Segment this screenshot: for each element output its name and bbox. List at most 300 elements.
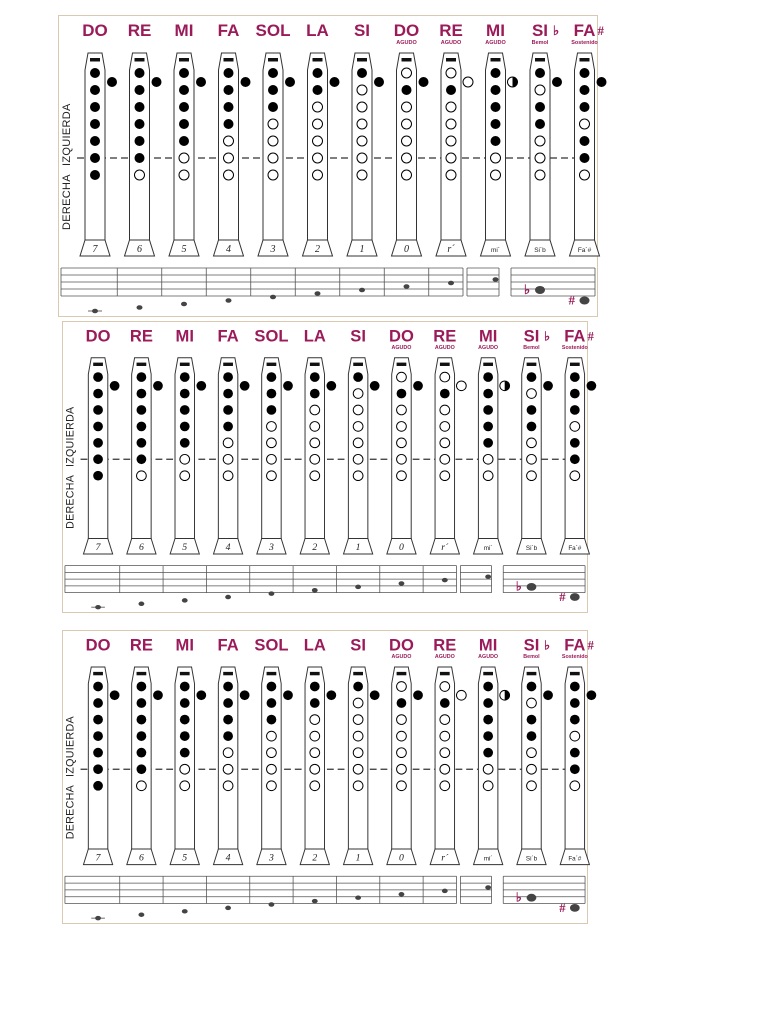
staff-note-head	[485, 885, 491, 889]
finger-hole-open	[440, 438, 450, 448]
finger-hole-closed	[93, 372, 103, 382]
finger-hole-open	[570, 422, 580, 432]
recorder-window	[180, 363, 190, 366]
note-number-label: 7	[92, 244, 98, 255]
note-column	[344, 635, 380, 864]
thumb-hole-closed	[413, 690, 423, 700]
thumb-hole-open	[463, 77, 473, 87]
finger-hole-closed	[179, 102, 189, 112]
note-name: FA	[564, 635, 586, 655]
finger-hole-closed	[491, 68, 501, 78]
finger-hole-open	[357, 153, 367, 163]
finger-hole-open	[446, 102, 456, 112]
finger-hole-closed	[446, 85, 456, 95]
finger-hole-closed	[535, 102, 545, 112]
note-number-label: 4	[226, 244, 231, 255]
finger-hole-open	[402, 68, 412, 78]
finger-hole-open	[357, 85, 367, 95]
note-column	[481, 21, 518, 256]
note-title-accidental: #	[597, 23, 604, 38]
finger-hole-closed	[179, 68, 189, 78]
recorder-body	[565, 667, 584, 849]
recorder-window	[90, 58, 100, 62]
note-number-label: r´	[441, 542, 449, 554]
staff-note-head	[315, 291, 321, 296]
staff-note-head	[226, 298, 232, 303]
note-title-accidental: #	[587, 329, 594, 344]
recorder-window	[93, 672, 103, 675]
finger-hole-open	[353, 748, 363, 758]
finger-hole-closed	[93, 682, 103, 692]
finger-hole-open	[491, 153, 501, 163]
finger-hole-closed	[180, 389, 190, 399]
staff-note-head	[137, 305, 143, 310]
recorder-body	[130, 53, 150, 240]
recorder-window	[310, 672, 320, 675]
note-name: SOL	[254, 327, 289, 346]
thumb-hole-open	[456, 690, 466, 700]
recorder-window	[483, 363, 493, 366]
finger-hole-open	[223, 748, 233, 758]
note-number-label: 5	[181, 244, 187, 255]
finger-hole-open	[357, 170, 367, 180]
recorder-window	[491, 58, 501, 62]
finger-hole-closed	[180, 372, 190, 382]
finger-hole-open	[353, 781, 363, 791]
finger-hole-open	[267, 731, 277, 741]
finger-hole-open	[357, 102, 367, 112]
finger-hole-closed	[137, 715, 147, 725]
finger-hole-open	[446, 153, 456, 163]
recorder-window	[93, 363, 103, 366]
recorder-window	[397, 363, 407, 366]
finger-hole-open	[446, 119, 456, 129]
thumb-hole-closed	[543, 690, 553, 700]
note-number-label: 5	[182, 852, 188, 864]
finger-hole-open	[397, 781, 407, 791]
finger-hole-open	[357, 136, 367, 146]
note-column	[344, 327, 380, 554]
recorder-body	[175, 667, 194, 849]
note-name: SOL	[254, 635, 289, 655]
finger-hole-closed	[357, 68, 367, 78]
finger-hole-closed	[570, 764, 580, 774]
finger-hole-open	[397, 715, 407, 725]
recorder-window	[570, 672, 580, 675]
recorder-body	[348, 667, 367, 849]
recorder-window	[527, 363, 537, 366]
side-label-left-hand: IZQUIERDA	[64, 716, 77, 777]
finger-hole-open	[440, 454, 450, 464]
finger-hole-closed	[267, 372, 277, 382]
note-name: LA	[306, 21, 329, 40]
note-column	[170, 635, 206, 864]
note-number-label: 1	[355, 852, 361, 864]
recorder-body	[132, 667, 151, 849]
note-number-label: 2	[315, 244, 320, 255]
finger-hole-closed	[310, 372, 320, 382]
note-column	[254, 327, 292, 554]
note-number-label: 2	[312, 542, 318, 554]
finger-hole-open	[527, 764, 537, 774]
note-column	[430, 327, 466, 554]
finger-hole-open	[440, 471, 450, 481]
finger-hole-closed	[137, 438, 147, 448]
finger-hole-closed	[223, 372, 233, 382]
recorder-window	[137, 363, 147, 366]
finger-hole-open	[137, 781, 147, 791]
finger-hole-closed	[180, 682, 190, 692]
note-column	[560, 635, 596, 864]
note-number-label: Si´b	[534, 247, 546, 254]
staff-note-head	[138, 912, 144, 916]
finger-hole-closed	[483, 748, 493, 758]
finger-hole-closed	[570, 454, 580, 464]
finger-hole-open	[440, 422, 450, 432]
staff-note-head	[404, 284, 410, 289]
note-number-label: 3	[270, 244, 276, 255]
note-column	[300, 327, 336, 554]
note-number-label: 6	[138, 542, 144, 554]
thumb-hole-closed	[241, 77, 251, 87]
recorder-window	[313, 58, 323, 62]
finger-hole-open	[397, 682, 407, 692]
thumb-hole-closed	[153, 690, 163, 700]
note-name: SI	[523, 327, 540, 346]
note-number-label: Fa´#	[568, 855, 582, 863]
staff-accidental: #	[559, 589, 566, 604]
staff-note-head	[399, 581, 405, 585]
finger-hole-closed	[310, 682, 320, 692]
finger-hole-closed	[90, 170, 100, 180]
recorder-window	[268, 58, 278, 62]
staff-note-head	[570, 593, 580, 601]
finger-hole-closed	[570, 372, 580, 382]
finger-hole-closed	[267, 698, 277, 708]
finger-hole-closed	[93, 715, 103, 725]
note-name: SI	[353, 21, 371, 40]
staff-note-head	[493, 277, 499, 282]
finger-hole-closed	[580, 102, 590, 112]
recorder-body	[522, 667, 541, 849]
note-column	[560, 327, 596, 554]
note-name: MI	[478, 635, 498, 655]
finger-hole-closed	[137, 764, 147, 774]
finger-hole-open	[180, 454, 190, 464]
note-sub-label: AGUDO	[478, 654, 499, 661]
finger-hole-closed	[135, 153, 145, 163]
finger-hole-open	[223, 454, 233, 464]
finger-hole-open	[446, 136, 456, 146]
note-sub-label: Sostenido	[571, 40, 598, 46]
recorder-window	[440, 672, 450, 675]
note-name: RE	[433, 635, 457, 655]
thumb-hole-closed	[152, 77, 162, 87]
recorder-body	[392, 667, 411, 849]
note-name: DO	[85, 635, 111, 655]
recorder-body	[305, 667, 324, 849]
finger-hole-closed	[527, 372, 537, 382]
finger-hole-open	[527, 748, 537, 758]
finger-hole-open	[223, 764, 233, 774]
finger-hole-closed	[224, 85, 234, 95]
finger-hole-closed	[483, 422, 493, 432]
thumb-hole-closed	[196, 381, 206, 391]
finger-hole-open	[397, 731, 407, 741]
finger-hole-closed	[267, 405, 277, 415]
note-column	[125, 21, 162, 256]
note-column	[170, 327, 206, 554]
finger-hole-closed	[224, 68, 234, 78]
finger-hole-closed	[137, 682, 147, 692]
note-number-label: 4	[225, 542, 231, 554]
finger-hole-closed	[483, 405, 493, 415]
thumb-hole-closed	[543, 381, 553, 391]
finger-hole-closed	[180, 731, 190, 741]
note-title-accidental: #	[587, 638, 594, 653]
finger-hole-open	[440, 764, 450, 774]
thumb-hole-closed	[413, 381, 423, 391]
note-name: MI	[486, 21, 505, 40]
note-sub-label: AGUDO	[396, 40, 417, 46]
side-label-left-hand: IZQUIERDA	[61, 103, 73, 166]
finger-hole-open	[267, 764, 277, 774]
note-title-accidental: ♭	[544, 638, 551, 653]
recorder-body	[218, 667, 237, 849]
finger-hole-open	[483, 471, 493, 481]
thumb-hole-half-fill	[513, 77, 518, 87]
finger-hole-closed	[93, 454, 103, 464]
finger-hole-open	[357, 119, 367, 129]
staff-note-head	[580, 297, 590, 305]
finger-hole-closed	[268, 85, 278, 95]
note-column	[474, 327, 510, 554]
note-column	[436, 21, 473, 256]
thumb-hole-closed	[370, 690, 380, 700]
recorder-window	[223, 363, 233, 366]
recorder-window	[267, 363, 277, 366]
note-number-label: Si´b	[525, 855, 538, 863]
finger-hole-closed	[223, 715, 233, 725]
finger-hole-closed	[90, 85, 100, 95]
finger-hole-open	[527, 454, 537, 464]
finger-hole-closed	[93, 438, 103, 448]
finger-hole-open	[440, 405, 450, 415]
finger-hole-open	[527, 781, 537, 791]
finger-hole-closed	[90, 153, 100, 163]
finger-hole-closed	[137, 405, 147, 415]
finger-hole-closed	[535, 119, 545, 129]
note-number-label: 3	[269, 542, 274, 554]
finger-hole-closed	[223, 698, 233, 708]
note-name: MI	[175, 327, 194, 346]
finger-hole-closed	[491, 102, 501, 112]
finger-hole-open	[535, 85, 545, 95]
recorder-window	[570, 363, 580, 366]
finger-hole-open	[267, 422, 277, 432]
staff-note-head	[182, 909, 188, 913]
finger-hole-open	[310, 471, 320, 481]
note-number-label: r´	[441, 852, 449, 864]
finger-hole-open	[580, 170, 590, 180]
finger-hole-closed	[440, 698, 450, 708]
finger-hole-open	[446, 170, 456, 180]
finger-hole-closed	[527, 731, 537, 741]
finger-hole-open	[483, 454, 493, 464]
finger-hole-open	[223, 781, 233, 791]
finger-hole-closed	[570, 389, 580, 399]
thumb-hole-closed	[153, 381, 163, 391]
staff-note-head	[535, 286, 545, 294]
finger-hole-closed	[93, 389, 103, 399]
finger-hole-closed	[180, 438, 190, 448]
fingering-chart-svg	[63, 322, 594, 612]
finger-hole-open	[313, 119, 323, 129]
finger-hole-open	[310, 748, 320, 758]
note-column	[387, 327, 423, 554]
note-column	[80, 21, 117, 256]
finger-hole-open	[397, 471, 407, 481]
note-title-accidental: ♭	[544, 329, 551, 344]
finger-hole-open	[353, 698, 363, 708]
finger-hole-open	[353, 422, 363, 432]
side-label-right-hand: DERECHA	[64, 784, 77, 840]
finger-hole-open	[483, 764, 493, 774]
thumb-hole-closed	[552, 77, 562, 87]
finger-hole-closed	[180, 405, 190, 415]
recorder-body	[478, 667, 497, 849]
finger-hole-open	[267, 438, 277, 448]
note-name: SI	[350, 327, 366, 346]
finger-hole-closed	[570, 438, 580, 448]
recorder-body	[175, 358, 194, 539]
staff-note-head	[312, 588, 318, 592]
finger-hole-closed	[570, 748, 580, 758]
staff-note-head	[181, 302, 187, 307]
note-number-label: 4	[225, 852, 231, 864]
finger-hole-closed	[137, 454, 147, 464]
note-name: RE	[433, 327, 457, 346]
staff-note-head	[442, 578, 448, 582]
finger-hole-closed	[135, 68, 145, 78]
finger-hole-open	[180, 764, 190, 774]
note-name: FA	[573, 21, 596, 40]
finger-hole-open	[397, 422, 407, 432]
note-column	[525, 21, 562, 256]
finger-hole-open	[440, 715, 450, 725]
fingering-chart-1	[58, 15, 604, 317]
recorder-window	[483, 672, 493, 675]
finger-hole-closed	[491, 119, 501, 129]
finger-hole-open	[440, 682, 450, 692]
finger-hole-closed	[90, 136, 100, 146]
recorder-body	[565, 358, 584, 539]
note-sub-label: AGUDO	[440, 40, 462, 46]
recorder-body	[88, 358, 107, 539]
note-number-label: r´	[447, 244, 455, 255]
finger-hole-open	[313, 153, 323, 163]
thumb-hole-closed	[196, 690, 206, 700]
finger-hole-open	[268, 170, 278, 180]
finger-hole-open	[310, 731, 320, 741]
staff-note-head	[399, 892, 405, 896]
finger-hole-open	[179, 170, 189, 180]
finger-hole-open	[402, 153, 412, 163]
finger-hole-closed	[402, 85, 412, 95]
finger-hole-open	[446, 68, 456, 78]
finger-hole-closed	[223, 389, 233, 399]
recorder-window	[180, 672, 190, 675]
thumb-hole-closed	[374, 77, 384, 87]
finger-hole-closed	[180, 715, 190, 725]
finger-hole-open	[353, 454, 363, 464]
note-column	[213, 327, 249, 554]
finger-hole-open	[570, 731, 580, 741]
recorder-body	[486, 53, 506, 240]
recorder-window	[267, 672, 277, 675]
recorder-window	[223, 672, 233, 675]
note-name: LA	[303, 635, 326, 655]
note-name: FA	[217, 21, 240, 40]
note-number-label: 6	[138, 852, 144, 864]
finger-hole-closed	[179, 136, 189, 146]
finger-hole-open	[267, 471, 277, 481]
staff-note-head	[269, 902, 275, 906]
finger-hole-closed	[570, 698, 580, 708]
note-name: RE	[129, 635, 153, 655]
finger-hole-closed	[137, 731, 147, 741]
staff-accidental: #	[559, 900, 566, 915]
finger-hole-open	[570, 471, 580, 481]
note-sub-label: AGUDO	[391, 654, 412, 661]
finger-hole-closed	[483, 682, 493, 692]
finger-hole-closed	[483, 372, 493, 382]
finger-hole-closed	[268, 68, 278, 78]
recorder-window	[135, 58, 145, 62]
note-column	[213, 635, 249, 864]
finger-hole-open	[135, 170, 145, 180]
note-column	[300, 635, 336, 864]
finger-hole-closed	[90, 119, 100, 129]
thumb-hole-closed	[285, 77, 295, 87]
finger-hole-closed	[527, 422, 537, 432]
finger-hole-open	[402, 170, 412, 180]
finger-hole-open	[491, 170, 501, 180]
finger-hole-open	[402, 136, 412, 146]
finger-hole-open	[353, 389, 363, 399]
finger-hole-closed	[570, 682, 580, 692]
thumb-hole-closed	[240, 690, 250, 700]
note-name: FA	[217, 635, 239, 655]
finger-hole-closed	[135, 85, 145, 95]
finger-hole-closed	[313, 68, 323, 78]
staff-note-head	[355, 895, 361, 899]
finger-hole-open	[310, 422, 320, 432]
finger-hole-closed	[223, 405, 233, 415]
finger-hole-closed	[310, 698, 320, 708]
finger-hole-open	[535, 136, 545, 146]
note-sub-label: Bemol	[531, 40, 549, 46]
finger-hole-open	[440, 748, 450, 758]
note-sub-label: AGUDO	[485, 40, 506, 46]
note-column	[256, 21, 295, 256]
staff-note-head	[527, 894, 537, 902]
finger-hole-closed	[223, 731, 233, 741]
finger-hole-open	[527, 389, 537, 399]
finger-hole-closed	[527, 715, 537, 725]
finger-hole-open	[224, 153, 234, 163]
finger-hole-closed	[135, 119, 145, 129]
